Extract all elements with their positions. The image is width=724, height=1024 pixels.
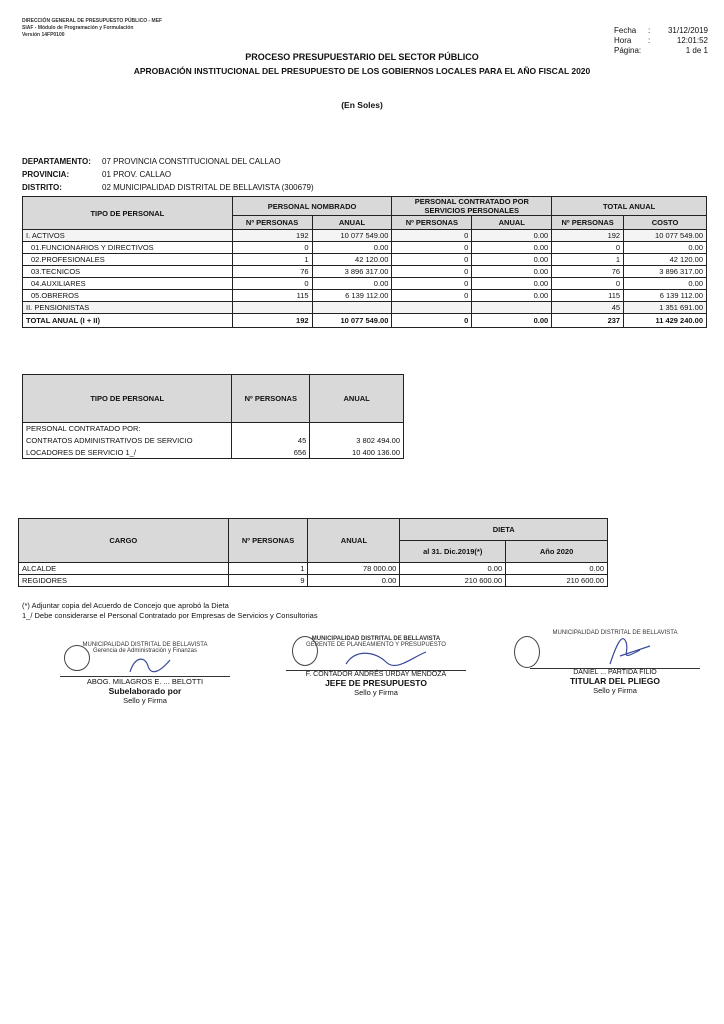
cell: 9 bbox=[228, 575, 308, 587]
cell bbox=[310, 423, 404, 435]
cell: 210 600.00 bbox=[400, 575, 506, 587]
th-anual: ANUAL bbox=[310, 375, 404, 423]
cell bbox=[232, 302, 312, 314]
stamp-line: GERENTE DE PLANEAMIENTO Y PRESUPUESTO bbox=[306, 642, 446, 648]
fecha-label: Fecha bbox=[614, 26, 637, 35]
cell bbox=[472, 302, 552, 314]
th-costo: COSTO bbox=[624, 216, 707, 230]
header-date-info: Fecha : 31/12/2019 Hora : 12:01:52 Página: 1 de 1 bbox=[614, 26, 708, 55]
cell: 0 bbox=[392, 230, 472, 242]
cell: 0 bbox=[232, 278, 312, 290]
table-row bbox=[23, 278, 707, 290]
cell: 42 120.00 bbox=[624, 254, 707, 266]
departamento-label: DEPARTAMENTO: bbox=[22, 157, 91, 166]
cell: 0 bbox=[392, 278, 472, 290]
total-row bbox=[23, 314, 707, 328]
cell: 0.00 bbox=[506, 563, 608, 575]
footnote-1: (*) Adjuntar copia del Acuerdo de Concejo que aprobó la Dieta bbox=[22, 601, 229, 610]
cell: 115 bbox=[552, 290, 624, 302]
cell: 210 600.00 bbox=[506, 575, 608, 587]
cell: 45 bbox=[552, 302, 624, 314]
cell: 3 802 494.00 bbox=[310, 435, 404, 447]
hora-label: Hora bbox=[614, 36, 632, 45]
provincia-label: PROVINCIA: bbox=[22, 170, 70, 179]
cell-tipo: PERSONAL CONTRATADO POR: bbox=[23, 423, 232, 435]
cell: 0 bbox=[552, 278, 624, 290]
table-row bbox=[19, 575, 608, 587]
cell: 3 896 317.00 bbox=[624, 266, 707, 278]
cell: 0.00 bbox=[472, 266, 552, 278]
th-total: TOTAL ANUAL bbox=[552, 197, 707, 216]
cell: 192 bbox=[232, 230, 312, 242]
cell: 1 bbox=[552, 254, 624, 266]
signature-right bbox=[530, 630, 700, 695]
cell: 1 bbox=[232, 254, 312, 266]
th-cargo: CARGO bbox=[19, 519, 229, 563]
th-npersonas: Nº PERSONAS bbox=[392, 216, 472, 230]
cell: 0.00 bbox=[472, 230, 552, 242]
signature-name: ABOG. MILAGROS E. ... BELOTTI bbox=[60, 676, 230, 686]
th-al31: al 31. Dic.2019(*) bbox=[400, 541, 506, 563]
cell: 237 bbox=[552, 314, 624, 328]
fecha-value: 31/12/2019 bbox=[667, 26, 708, 35]
stamp-line: Gerencia de Administración y Finanzas bbox=[92, 648, 198, 654]
cell-tipo: LOCADORES DE SERVICIO 1_/ bbox=[23, 447, 232, 459]
th-dieta: DIETA bbox=[400, 519, 608, 541]
th-anual: ANUAL bbox=[308, 519, 400, 563]
signature-role: TITULAR DEL PLIEGO bbox=[569, 676, 661, 686]
cell-tipo: 03.TECNICOS bbox=[23, 266, 233, 278]
org-line-1: DIRECCIÓN GENERAL DE PRESUPUESTO PÚBLICO - MEF bbox=[22, 18, 163, 24]
currency-unit: (En Soles) bbox=[341, 100, 383, 110]
provincia-row bbox=[22, 170, 171, 179]
cell-tipo: 02.PROFESIONALES bbox=[23, 254, 233, 266]
th-tipo: TIPO DE PERSONAL bbox=[23, 375, 232, 423]
pagina-value: 1 de 1 bbox=[685, 46, 708, 55]
dieta-table bbox=[18, 518, 608, 587]
header-organization bbox=[22, 18, 162, 39]
cell bbox=[232, 423, 310, 435]
th-contratado: PERSONAL CONTRATADO POR SERVICIOS PERSONALES bbox=[392, 197, 552, 216]
cell-tipo: 04.AUXILIARES bbox=[23, 278, 233, 290]
cell: 192 bbox=[552, 230, 624, 242]
table-row bbox=[23, 242, 707, 254]
signature-sub: Sello y Firma bbox=[593, 686, 637, 695]
table-row bbox=[23, 435, 404, 447]
cell-cargo: ALCALDE bbox=[19, 563, 229, 575]
document-subtitle: APROBACIÓN INSTITUCIONAL DEL PRESUPUESTO DE LOS GOBIERNOS LOCALES PARA EL AÑO FISCAL 2020 bbox=[133, 66, 591, 76]
cell-tipo: TOTAL ANUAL (I + II) bbox=[23, 314, 233, 328]
cell: 0 bbox=[392, 242, 472, 254]
th-npersonas: Nº PERSONAS bbox=[228, 519, 308, 563]
cell: 10 077 549.00 bbox=[312, 314, 392, 328]
org-line-2: SIAF - Módulo de Programación y Formulación bbox=[22, 25, 134, 31]
contratado-table bbox=[22, 374, 404, 459]
cell: 656 bbox=[232, 447, 310, 459]
document-title: PROCESO PRESUPUESTARIO DEL SECTOR PÚBLICO bbox=[245, 52, 479, 62]
cell: 0.00 bbox=[472, 254, 552, 266]
cell: 10 400 136.00 bbox=[310, 447, 404, 459]
cell: 1 351 691.00 bbox=[624, 302, 707, 314]
th-npersonas: Nº PERSONAS bbox=[552, 216, 624, 230]
cell: 0.00 bbox=[624, 242, 707, 254]
org-line-3: Versión 14FP0100 bbox=[22, 32, 65, 38]
cell: 0 bbox=[392, 314, 472, 328]
th-anual: ANUAL bbox=[472, 216, 552, 230]
cell: 0.00 bbox=[400, 563, 506, 575]
distrito-value: 02 MUNICIPALIDAD DISTRITAL DE BELLAVISTA (300679) bbox=[102, 183, 314, 192]
cell: 0.00 bbox=[472, 314, 552, 328]
signature-sub: Sello y Firma bbox=[354, 688, 398, 697]
cell-tipo: 05.OBREROS bbox=[23, 290, 233, 302]
cell: 0.00 bbox=[312, 242, 392, 254]
signature-left bbox=[60, 642, 230, 705]
distrito-row bbox=[22, 183, 314, 192]
cell: 115 bbox=[232, 290, 312, 302]
signature-middle bbox=[286, 636, 466, 697]
cell: 0 bbox=[392, 254, 472, 266]
cell: 76 bbox=[232, 266, 312, 278]
footnotes bbox=[22, 601, 318, 621]
stamp-line: MUNICIPALIDAD DISTRITAL DE BELLAVISTA bbox=[82, 642, 208, 648]
table-row bbox=[19, 563, 608, 575]
cell: 3 896 317.00 bbox=[312, 266, 392, 278]
cell-cargo: REGIDORES bbox=[19, 575, 229, 587]
cell: 6 139 112.00 bbox=[624, 290, 707, 302]
table-row bbox=[23, 266, 707, 278]
cell bbox=[392, 302, 472, 314]
th-npersonas: Nº PERSONAS bbox=[232, 375, 310, 423]
cell: 0 bbox=[552, 242, 624, 254]
provincia-value: 01 PROV. CALLAO bbox=[102, 170, 172, 179]
signature-name: DANIEL ... PARTIDA FILIO bbox=[530, 668, 700, 676]
signature-name: F. CONTADOR ANDRÉS URDAY MENDOZA bbox=[286, 670, 466, 678]
cell: 0 bbox=[232, 242, 312, 254]
th-nombrado: PERSONAL NOMBRADO bbox=[232, 197, 392, 216]
cell: 1 bbox=[228, 563, 308, 575]
footnote-2: 1_/ Debe considerarse el Personal Contratado por Empresas de Servicios y Consultorias bbox=[22, 611, 318, 620]
cell: 0 bbox=[392, 290, 472, 302]
cell: 78 000.00 bbox=[308, 563, 400, 575]
cell: 192 bbox=[232, 314, 312, 328]
handwritten-signature-icon bbox=[286, 648, 466, 668]
pagina-label: Página: bbox=[614, 46, 642, 55]
cell-tipo: II. PENSIONISTAS bbox=[23, 302, 233, 314]
handwritten-signature-icon bbox=[60, 654, 230, 674]
cell-tipo: I. ACTIVOS bbox=[23, 230, 233, 242]
table-row bbox=[23, 230, 707, 242]
handwritten-signature-icon bbox=[530, 636, 700, 666]
th-npersonas: Nº PERSONAS bbox=[232, 216, 312, 230]
th-anual: ANUAL bbox=[312, 216, 392, 230]
cell-tipo: 01.FUNCIONARIOS Y DIRECTIVOS bbox=[23, 242, 233, 254]
table-row bbox=[23, 302, 707, 314]
cell: 10 077 549.00 bbox=[312, 230, 392, 242]
cell: 0.00 bbox=[624, 278, 707, 290]
distrito-label: DISTRITO: bbox=[22, 183, 62, 192]
cell: 76 bbox=[552, 266, 624, 278]
signature-role: Subelaborado por bbox=[108, 686, 182, 696]
cell bbox=[312, 302, 392, 314]
stamp-line: MUNICIPALIDAD DISTRITAL DE BELLAVISTA bbox=[552, 630, 678, 636]
cell: 42 120.00 bbox=[312, 254, 392, 266]
hora-value: 12:01:52 bbox=[676, 36, 708, 45]
table-row bbox=[23, 423, 404, 435]
signature-sub: Sello y Firma bbox=[123, 696, 167, 705]
cell: 11 429 240.00 bbox=[624, 314, 707, 328]
cell: 0.00 bbox=[312, 278, 392, 290]
departamento-value: 07 PROVINCIA CONSTITUCIONAL DEL CALLAO bbox=[102, 157, 281, 166]
table-row bbox=[23, 290, 707, 302]
cell: 0.00 bbox=[472, 278, 552, 290]
stamp-line: MUNICIPALIDAD DISTRITAL DE BELLAVISTA bbox=[311, 636, 441, 642]
table-row bbox=[23, 254, 707, 266]
cell: 0.00 bbox=[472, 290, 552, 302]
cell: 6 139 112.00 bbox=[312, 290, 392, 302]
personal-table bbox=[22, 196, 707, 328]
cell: 0 bbox=[392, 266, 472, 278]
cell: 0.00 bbox=[472, 242, 552, 254]
cell: 10 077 549.00 bbox=[624, 230, 707, 242]
signature-role: JEFE DE PRESUPUESTO bbox=[325, 678, 427, 688]
departamento-row bbox=[22, 157, 281, 166]
cell: 45 bbox=[232, 435, 310, 447]
th-2020: Año 2020 bbox=[506, 541, 608, 563]
th-tipo: TIPO DE PERSONAL bbox=[23, 197, 233, 230]
cell: 0.00 bbox=[308, 575, 400, 587]
cell-tipo: CONTRATOS ADMINISTRATIVOS DE SERVICIO bbox=[23, 435, 232, 447]
table-row bbox=[23, 447, 404, 459]
